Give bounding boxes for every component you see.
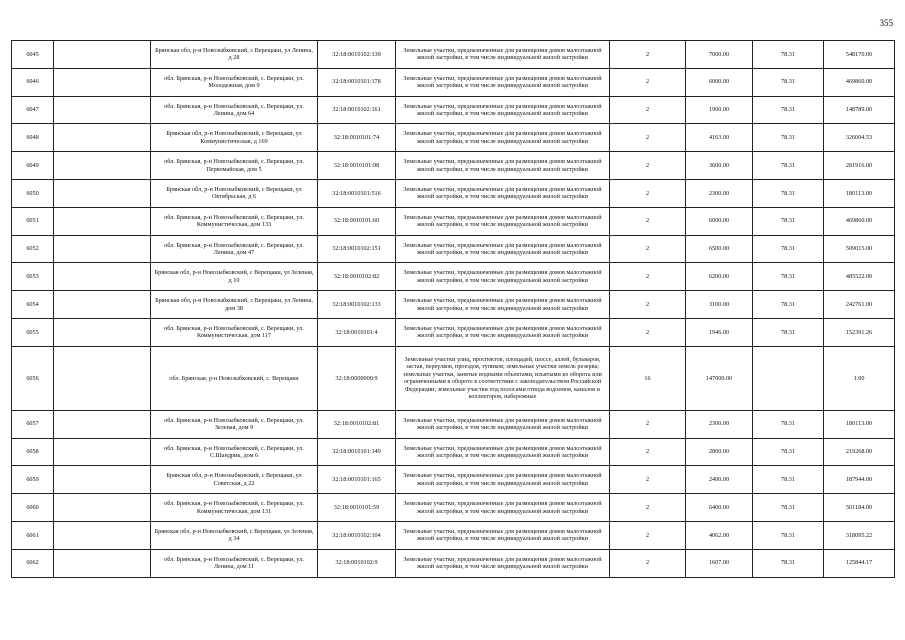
area-cell: 1607.00 <box>686 549 753 577</box>
land-use-purpose-cell: Земельные участки, предназначенные для размещения домов малоэтажной жилой застройки, в том числе индивидуальной жилой застройки <box>396 466 610 494</box>
row-number-cell: 6050 <box>12 179 54 207</box>
empty-cell <box>54 263 151 291</box>
cadastral-number-cell: 32:18:0010101:59 <box>318 494 396 522</box>
land-use-purpose-cell: Земельные участки, предназначенные для размещения домов малоэтажной жилой застройки, в том числе индивидуальной жилой застройки <box>396 68 610 96</box>
table-row <box>12 346 895 410</box>
specific-value-cell: 78.31 <box>753 318 824 346</box>
area-cell: 7000.00 <box>686 41 753 69</box>
table-row <box>12 68 895 96</box>
row-number-cell: 6062 <box>12 549 54 577</box>
cadastral-number-cell: 32:18:0010101:178 <box>318 68 396 96</box>
empty-cell <box>54 438 151 466</box>
address-cell: обл. Брянская, р-н Новозыбковский, с. Верещаки <box>151 346 318 410</box>
cadastral-value-cell: 509015.00 <box>824 235 895 263</box>
empty-cell <box>54 207 151 235</box>
empty-cell <box>54 494 151 522</box>
table-row <box>12 41 895 69</box>
empty-cell <box>54 466 151 494</box>
empty-cell <box>54 235 151 263</box>
cadastral-number-cell: 32:18:0000000:9 <box>318 346 396 410</box>
specific-value-cell: 78.31 <box>753 521 824 549</box>
row-number-cell: 6057 <box>12 410 54 438</box>
area-cell: 1900.00 <box>686 96 753 124</box>
group-number-cell: 2 <box>610 152 686 180</box>
specific-value-cell: 78.31 <box>753 152 824 180</box>
table-row <box>12 179 895 207</box>
area-cell: 4062.00 <box>686 521 753 549</box>
group-number-cell: 2 <box>610 263 686 291</box>
area-cell: 1946.00 <box>686 318 753 346</box>
address-cell: Брянская обл, р-н Новозыбковский, с Верещаки, ул Зеленая, д 34 <box>151 521 318 549</box>
area-cell: 3600.00 <box>686 152 753 180</box>
group-number-cell: 2 <box>610 318 686 346</box>
cadastral-number-cell: 32:18:0010101:4 <box>318 318 396 346</box>
cadastral-number-cell: 32:18:0010102:161 <box>318 96 396 124</box>
table-row <box>12 438 895 466</box>
cadastral-value-cell: 469860.00 <box>824 207 895 235</box>
row-number-cell: 6051 <box>12 207 54 235</box>
specific-value-cell: 78.31 <box>753 207 824 235</box>
cadastral-value-cell: 219268.00 <box>824 438 895 466</box>
cadastral-value-cell: 501184.00 <box>824 494 895 522</box>
cadastral-number-cell: 32:18:0010101:60 <box>318 207 396 235</box>
land-use-purpose-cell: Земельные участки, предназначенные для размещения домов малоэтажной жилой застройки, в том числе индивидуальной жилой застройки <box>396 549 610 577</box>
row-number-cell: 6053 <box>12 263 54 291</box>
specific-value-cell: 78.31 <box>753 410 824 438</box>
table-row <box>12 494 895 522</box>
cadastral-number-cell: 32:18:0010101:149 <box>318 438 396 466</box>
row-number-cell: 6054 <box>12 291 54 319</box>
group-number-cell: 2 <box>610 96 686 124</box>
address-cell: обл. Брянская, р-н Новозыбковский, с. Верещаки, ул. Первомайская, дом 5 <box>151 152 318 180</box>
cadastral-value-cell: 485522.00 <box>824 263 895 291</box>
group-number-cell: 2 <box>610 521 686 549</box>
table-row <box>12 235 895 263</box>
land-use-purpose-cell: Земельные участки, предназначенные для размещения домов малоэтажной жилой застройки, в том числе индивидуальной жилой застройки <box>396 179 610 207</box>
land-use-purpose-cell: Земельные участки, предназначенные для размещения домов малоэтажной жилой застройки, в том числе индивидуальной жилой застройки <box>396 235 610 263</box>
cadastral-value-cell: 1.00 <box>824 346 895 410</box>
page-number: 355 <box>879 18 893 28</box>
specific-value-cell <box>753 346 824 410</box>
group-number-cell: 2 <box>610 207 686 235</box>
specific-value-cell: 78.31 <box>753 235 824 263</box>
land-use-purpose-cell: Земельные участки, предназначенные для размещения домов малоэтажной жилой застройки, в том числе индивидуальной жилой застройки <box>396 438 610 466</box>
area-cell: 4163.00 <box>686 124 753 152</box>
land-use-purpose-cell: Земельные участки, предназначенные для размещения домов малоэтажной жилой застройки, в том числе индивидуальной жилой застройки <box>396 152 610 180</box>
cadastral-number-cell: 32:18:0010102:104 <box>318 521 396 549</box>
land-use-purpose-cell: Земельные участки, предназначенные для размещения домов малоэтажной жилой застройки, в том числе индивидуальной жилой застройки <box>396 521 610 549</box>
address-cell: Брянская обл, р-н Новозыбковский, с Верещаки, ул Коммунистическая, д 169 <box>151 124 318 152</box>
cadastral-value-cell: 548170.00 <box>824 41 895 69</box>
land-use-purpose-cell: Земельные участки улиц, проспектов, площадей, шоссе, аллей, бульваров, застав, переулков, проездов, тупиков; земельные участки земель резерва; земельные участки, занятые водными объектами, изъятыми из оборота или ограниченными в обороте в соответствии с законодательством Российской Федерации; земельные участки под полосами отвода водоемов, каналов и коллекторов, набережные <box>396 346 610 410</box>
group-number-cell: 2 <box>610 235 686 263</box>
address-cell: Брянская обл, р-н Новозыбковский, с Верещаки, ул Советская, д 22 <box>151 466 318 494</box>
row-number-cell: 6061 <box>12 521 54 549</box>
empty-cell <box>54 318 151 346</box>
empty-cell <box>54 549 151 577</box>
cadastral-value-table <box>11 40 895 578</box>
cadastral-value-cell: 125844.17 <box>824 549 895 577</box>
cadastral-number-cell: 32:18:0010101:516 <box>318 179 396 207</box>
land-use-purpose-cell: Земельные участки, предназначенные для размещения домов малоэтажной жилой застройки, в том числе индивидуальной жилой застройки <box>396 318 610 346</box>
cadastral-value-cell: 152391.26 <box>824 318 895 346</box>
address-cell: обл. Брянская, р-н Новозыбковский, с. Верещаки, ул. Молодежная, дом 9 <box>151 68 318 96</box>
row-number-cell: 6046 <box>12 68 54 96</box>
land-use-purpose-cell: Земельные участки, предназначенные для размещения домов малоэтажной жилой застройки, в том числе индивидуальной жилой застройки <box>396 494 610 522</box>
address-cell: обл. Брянская, р-н Новозыбковский, с. Верещаки, ул. Ленина, дом 64 <box>151 96 318 124</box>
address-cell: обл. Брянская, р-н Новозыбковский, с. Верещаки, ул. Коммунистическая, дом 117 <box>151 318 318 346</box>
table-row <box>12 291 895 319</box>
cadastral-value-cell: 469860.00 <box>824 68 895 96</box>
address-cell: Брянская обл, р-н Новозыбковский, с Верещаки, ул Ленина, дом 38 <box>151 291 318 319</box>
group-number-cell: 2 <box>610 68 686 96</box>
group-number-cell: 2 <box>610 438 686 466</box>
row-number-cell: 6049 <box>12 152 54 180</box>
cadastral-number-cell: 32:18:0010102:133 <box>318 291 396 319</box>
land-use-purpose-cell: Земельные участки, предназначенные для размещения домов малоэтажной жилой застройки, в том числе индивидуальной жилой застройки <box>396 96 610 124</box>
empty-cell <box>54 41 151 69</box>
cadastral-value-cell: 180113.00 <box>824 179 895 207</box>
area-cell: 2300.00 <box>686 410 753 438</box>
table-row <box>12 549 895 577</box>
empty-cell <box>54 179 151 207</box>
area-cell: 2400.00 <box>686 466 753 494</box>
cadastral-value-cell: 148789.00 <box>824 96 895 124</box>
cadastral-number-cell: 32:18:0010101:98 <box>318 152 396 180</box>
specific-value-cell: 78.31 <box>753 263 824 291</box>
cadastral-value-cell: 318095.22 <box>824 521 895 549</box>
cadastral-value-cell: 326004.53 <box>824 124 895 152</box>
specific-value-cell: 78.31 <box>753 494 824 522</box>
specific-value-cell: 78.31 <box>753 68 824 96</box>
row-number-cell: 6055 <box>12 318 54 346</box>
empty-cell <box>54 410 151 438</box>
table-row <box>12 521 895 549</box>
specific-value-cell: 78.31 <box>753 438 824 466</box>
table-row <box>12 96 895 124</box>
area-cell: 6000.00 <box>686 68 753 96</box>
empty-cell <box>54 291 151 319</box>
specific-value-cell: 78.31 <box>753 549 824 577</box>
row-number-cell: 6045 <box>12 41 54 69</box>
cadastral-value-cell: 281916.00 <box>824 152 895 180</box>
land-use-purpose-cell: Земельные участки, предназначенные для размещения домов малоэтажной жилой застройки, в том числе индивидуальной жилой застройки <box>396 207 610 235</box>
table-row <box>12 263 895 291</box>
address-cell: Брянская обл, р-н Новозыбковский, с Верещаки, ул Зеленая, д 10 <box>151 263 318 291</box>
specific-value-cell: 78.31 <box>753 466 824 494</box>
address-cell: обл. Брянская, р-н Новозыбковский, с. Верещаки, ул. Коммунистическая, дом 133 <box>151 207 318 235</box>
specific-value-cell: 78.31 <box>753 96 824 124</box>
cadastral-number-cell: 32:18:0010102:151 <box>318 235 396 263</box>
land-use-purpose-cell: Земельные участки, предназначенные для размещения домов малоэтажной жилой застройки, в том числе индивидуальной жилой застройки <box>396 263 610 291</box>
address-cell: Брянская обл, р-н Новозыбковский, с Верещаки, ул Октябрьская, д 6 <box>151 179 318 207</box>
cadastral-number-cell: 32:18:0010102:9 <box>318 549 396 577</box>
group-number-cell: 16 <box>610 346 686 410</box>
land-use-purpose-cell: Земельные участки, предназначенные для размещения домов малоэтажной жилой застройки, в том числе индивидуальной жилой застройки <box>396 41 610 69</box>
cadastral-number-cell: 32:18:0010102:81 <box>318 410 396 438</box>
empty-cell <box>54 346 151 410</box>
empty-cell <box>54 152 151 180</box>
table-row <box>12 410 895 438</box>
address-cell: Брянская обл, р-н Новозыбковский, с Верещаки, ул Ленина, д 28 <box>151 41 318 69</box>
area-cell: 147000.00 <box>686 346 753 410</box>
address-cell: обл. Брянская, р-н Новозыбковский, с. Верещаки, ул. Ленина, дом 11 <box>151 549 318 577</box>
cadastral-number-cell: 32:18:0010102:82 <box>318 263 396 291</box>
address-cell: обл. Брянская, р-н Новозыбковский, с. Верещаки, ул. Зеленая, дом 9 <box>151 410 318 438</box>
group-number-cell: 2 <box>610 124 686 152</box>
specific-value-cell: 78.31 <box>753 124 824 152</box>
empty-cell <box>54 96 151 124</box>
cadastral-number-cell: 32:18:0010101:165 <box>318 466 396 494</box>
group-number-cell: 2 <box>610 549 686 577</box>
row-number-cell: 6060 <box>12 494 54 522</box>
land-use-purpose-cell: Земельные участки, предназначенные для размещения домов малоэтажной жилой застройки, в том числе индивидуальной жилой застройки <box>396 291 610 319</box>
group-number-cell: 2 <box>610 179 686 207</box>
cadastral-number-cell: 32:18:0010102:139 <box>318 41 396 69</box>
group-number-cell: 2 <box>610 494 686 522</box>
cadastral-value-cell: 187944.00 <box>824 466 895 494</box>
row-number-cell: 6056 <box>12 346 54 410</box>
address-cell: обл. Брянская, р-н Новозыбковский, с. Верещаки, ул. Коммунистическая, дом 131 <box>151 494 318 522</box>
group-number-cell: 2 <box>610 41 686 69</box>
land-use-purpose-cell: Земельные участки, предназначенные для размещения домов малоэтажной жилой застройки, в том числе индивидуальной жилой застройки <box>396 124 610 152</box>
cadastral-value-cell: 242761.00 <box>824 291 895 319</box>
group-number-cell: 2 <box>610 291 686 319</box>
area-cell: 6400.00 <box>686 494 753 522</box>
area-cell: 6000.00 <box>686 207 753 235</box>
table-row <box>12 207 895 235</box>
land-use-purpose-cell: Земельные участки, предназначенные для размещения домов малоэтажной жилой застройки, в том числе индивидуальной жилой застройки <box>396 410 610 438</box>
cadastral-number-cell: 32:18:0010101:74 <box>318 124 396 152</box>
empty-cell <box>54 521 151 549</box>
row-number-cell: 6059 <box>12 466 54 494</box>
group-number-cell: 2 <box>610 410 686 438</box>
empty-cell <box>54 124 151 152</box>
table-row <box>12 318 895 346</box>
table-row <box>12 124 895 152</box>
table-row <box>12 466 895 494</box>
row-number-cell: 6052 <box>12 235 54 263</box>
group-number-cell: 2 <box>610 466 686 494</box>
specific-value-cell: 78.31 <box>753 41 824 69</box>
area-cell: 2300.00 <box>686 179 753 207</box>
empty-cell <box>54 68 151 96</box>
specific-value-cell: 78.31 <box>753 179 824 207</box>
address-cell: обл. Брянская, р-н Новозыбковский, с. Верещаки, ул. Ленина, дом 47 <box>151 235 318 263</box>
row-number-cell: 6058 <box>12 438 54 466</box>
area-cell: 6200.00 <box>686 263 753 291</box>
specific-value-cell: 78.31 <box>753 291 824 319</box>
table-row <box>12 152 895 180</box>
cadastral-value-cell: 180113.00 <box>824 410 895 438</box>
row-number-cell: 6048 <box>12 124 54 152</box>
row-number-cell: 6047 <box>12 96 54 124</box>
area-cell: 3100.00 <box>686 291 753 319</box>
address-cell: обл. Брянская, р-н Новозыбковский, с. Верещаки, ул. С.Шандрик, дом 6 <box>151 438 318 466</box>
area-cell: 6500.00 <box>686 235 753 263</box>
area-cell: 2800.00 <box>686 438 753 466</box>
